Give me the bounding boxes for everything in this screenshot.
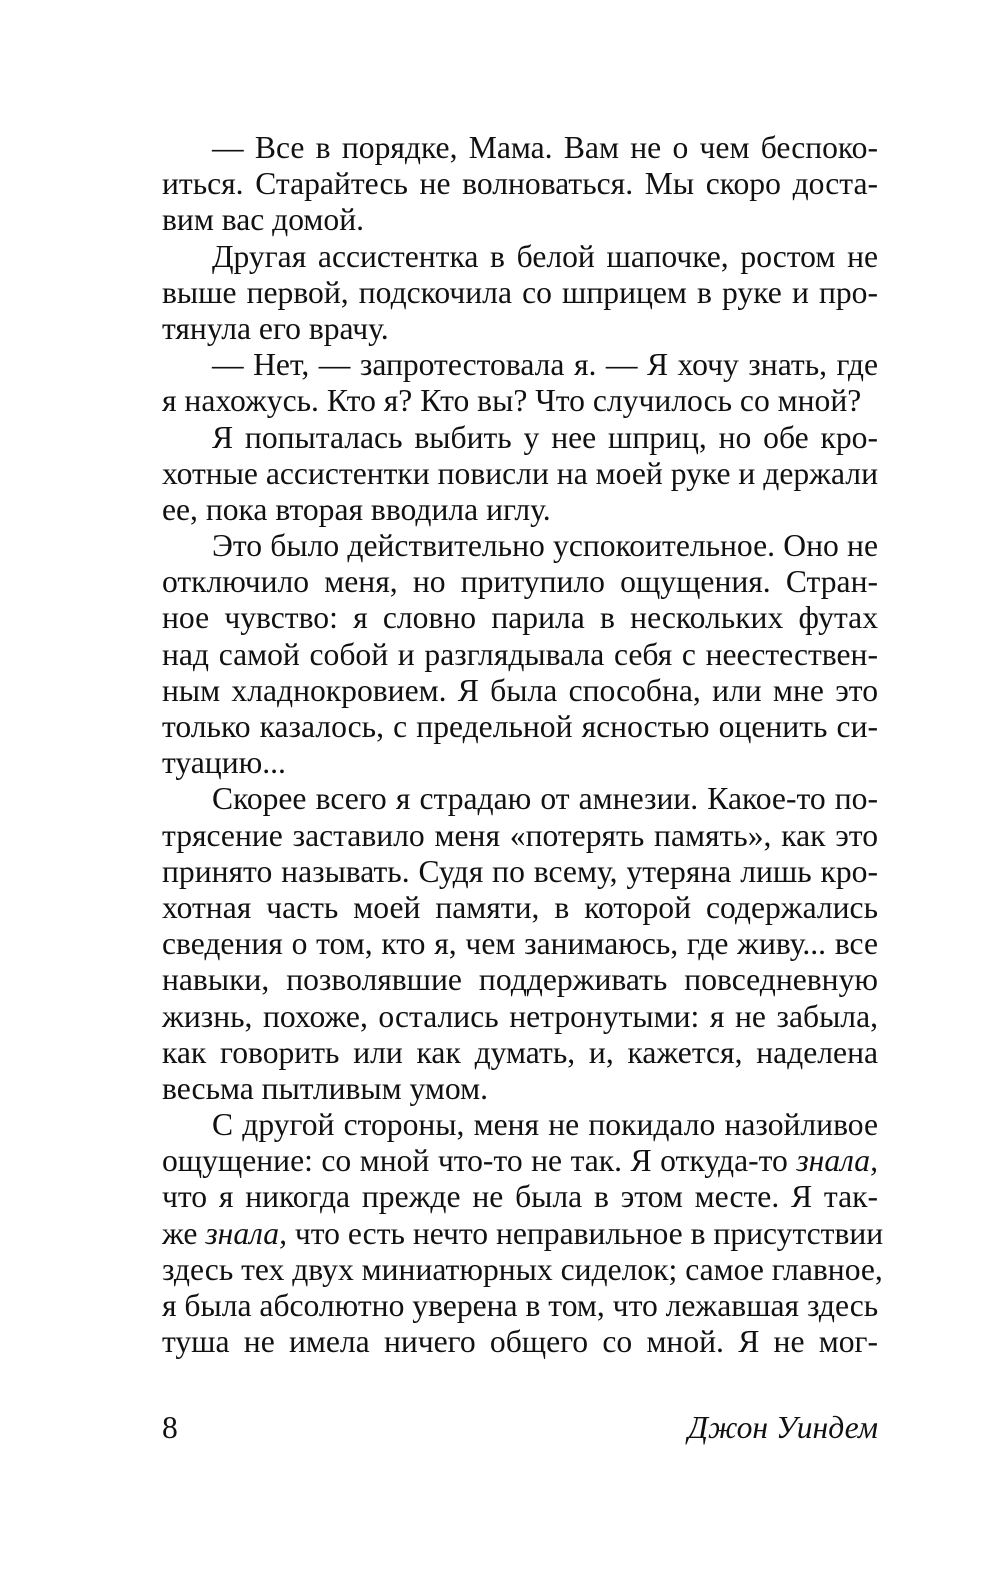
text-line: навыки, позволявшие поддерживать повседневную: [162, 962, 878, 998]
text-line: — Нет, — запротестовала я. — Я хочу знать, где: [212, 347, 878, 383]
text-line: весьма пытливым умом.: [162, 1070, 488, 1106]
text-line: ное чувство: я словно парила в нескольких футах: [162, 600, 878, 636]
text-line: [162, 1143, 878, 1179]
paragraph-5: [162, 528, 878, 781]
text-line: ее, пока вторая вводила иглу.: [162, 491, 551, 527]
text-line: ным хладнокровием. Я была способна, или мне это: [162, 672, 878, 708]
emphasis-text: знала,: [796, 1143, 878, 1179]
text-run: же: [162, 1215, 206, 1251]
running-title: Джон Уиндем: [687, 1410, 878, 1445]
text-line: что я никогда прежде не была в этом месте. Я так-: [162, 1179, 878, 1215]
text-run: что есть нечто неправильное в присутствии: [287, 1215, 884, 1251]
text-line: выше первой, подскочила со шприцем в руке и про-: [162, 274, 878, 310]
text-line: тянула его врачу.: [162, 310, 389, 346]
text-line: жизнь, похоже, остались нетронутыми: я не забыла,: [162, 998, 878, 1034]
text-line: хотная часть моей памяти, в которой содержались: [162, 889, 878, 925]
paragraph-7: [162, 1107, 884, 1360]
page-number: 8: [162, 1410, 178, 1445]
body-text: [162, 130, 884, 1360]
text-line: сведения о том, кто я, чем занимаюсь, где живу... все: [162, 926, 878, 962]
paragraph-3: [162, 347, 878, 419]
paragraph-4: [162, 420, 878, 529]
page-footer: [162, 1408, 878, 1448]
text-run: ощущение: со мной что-то не так. Я откуда-то: [162, 1143, 797, 1179]
text-line: Это было действительно успокоительное. Оно не: [212, 528, 878, 564]
text-line: вим вас домой.: [162, 202, 365, 238]
text-line: над самой собой и разглядывала себя с неестествен-: [162, 636, 878, 672]
text-line: [162, 1215, 884, 1252]
text-line: принято называть. Судя по всему, утеряна лишь кро-: [162, 853, 878, 889]
text-line: трясение заставило меня «потерять память», как это: [162, 817, 878, 853]
text-line: туша не имела ничего общего со мной. Я не мог-: [162, 1324, 878, 1360]
text-line: хотные ассистентки повисли на моей руке и держали: [162, 455, 878, 491]
paragraph-1: [162, 130, 878, 239]
text-line: как говорить или как думать, и, кажется, наделена: [162, 1034, 878, 1070]
paragraph-6: [162, 781, 878, 1107]
text-line: Скорее всего я страдаю от амнезии. Какое-то по-: [212, 781, 878, 817]
text-line: С другой стороны, меня не покидало назойливое: [212, 1107, 878, 1143]
text-line: здесь тех двух миниатюрных сиделок; самое главное,: [162, 1251, 883, 1287]
text-line: Другая ассистентка в белой шапочке, ростом не: [212, 238, 878, 274]
paragraph-2: [162, 239, 878, 348]
text-line: я нахожусь. Кто я? Кто вы? Что случилось со мной?: [162, 383, 862, 419]
text-line: Я попыталась выбить у нее шприц, но обе кро-: [212, 419, 878, 455]
emphasis-text: знала,: [205, 1215, 287, 1251]
text-line: иться. Старайтесь не волноваться. Мы скоро доста-: [162, 166, 878, 202]
text-line: — Все в порядке, Мама. Вам не о чем беспоко-: [212, 130, 878, 165]
text-line: туацию...: [162, 745, 286, 781]
text-line: я была абсолютно уверена в том, что лежавшая здесь: [162, 1288, 879, 1323]
text-line: только казалось, с предельной ясностью оценить си-: [162, 709, 878, 744]
text-line: отключило меня, но притупило ощущения. Стран-: [162, 564, 878, 600]
